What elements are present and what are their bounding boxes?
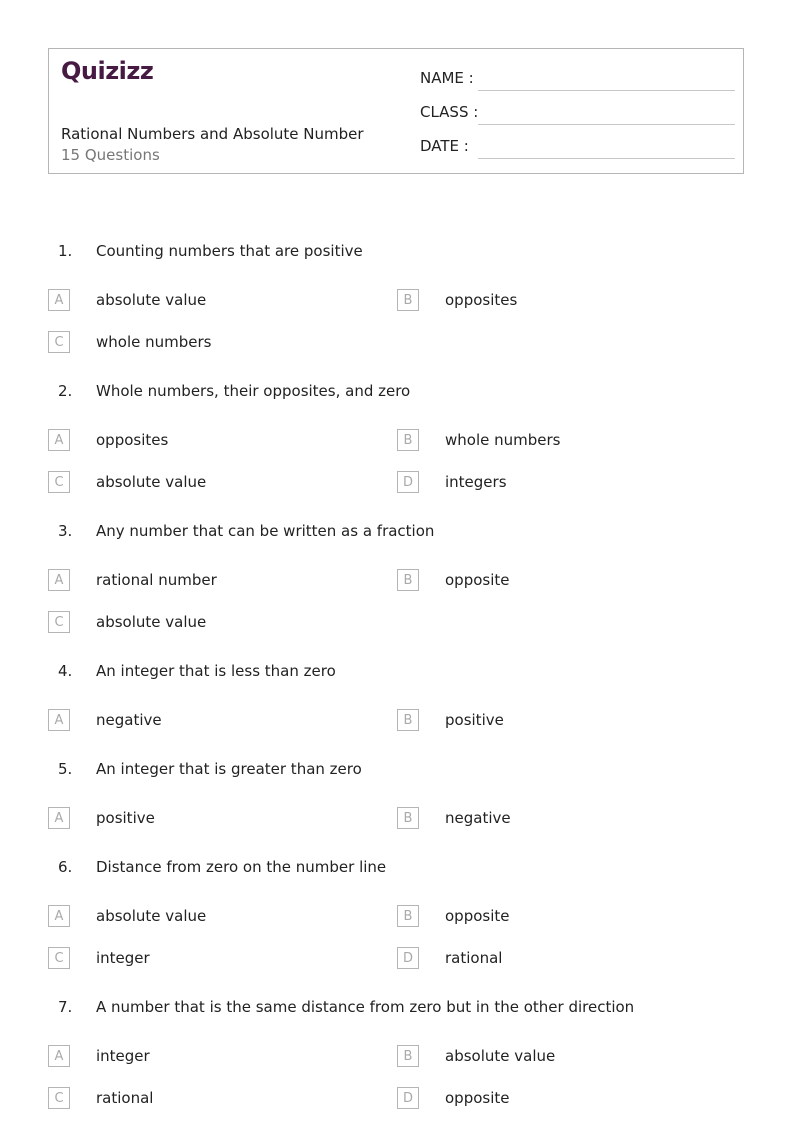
question-count: 15 Questions — [61, 146, 160, 164]
option-letter-box[interactable]: D — [397, 471, 419, 493]
option-letter-box[interactable]: C — [48, 471, 70, 493]
question-text: Any number that can be written as a fraction — [96, 522, 435, 540]
option-text: absolute value — [96, 907, 207, 925]
option-letter-box[interactable]: B — [397, 905, 419, 927]
option-letter-box[interactable]: C — [48, 1087, 70, 1109]
option-letter-box[interactable]: A — [48, 1045, 70, 1067]
option-letter-box[interactable]: A — [48, 905, 70, 927]
class-field[interactable] — [420, 101, 735, 125]
option-text: opposite — [445, 907, 510, 925]
question-text: Counting numbers that are positive — [96, 242, 363, 260]
option-letter-box[interactable]: B — [397, 289, 419, 311]
question-number: 3. — [58, 522, 73, 540]
question-text: An integer that is greater than zero — [96, 760, 362, 778]
option-text: positive — [445, 711, 504, 729]
question-number: 7. — [58, 998, 73, 1016]
date-label: DATE : — [420, 137, 469, 155]
option-letter-box[interactable]: C — [48, 611, 70, 633]
option-letter-box[interactable]: A — [48, 289, 70, 311]
option-letter-box[interactable]: B — [397, 807, 419, 829]
option-text: absolute value — [445, 1047, 556, 1065]
quizizz-logo: Quizizz — [61, 57, 154, 85]
name-label: NAME : — [420, 69, 474, 87]
class-line[interactable] — [478, 124, 735, 125]
worksheet-title: Rational Numbers and Absolute Number — [61, 125, 364, 143]
name-line[interactable] — [478, 90, 735, 91]
option-text: negative — [96, 711, 162, 729]
option-text: rational number — [96, 571, 217, 589]
option-letter-box[interactable]: B — [397, 569, 419, 591]
option-text: rational — [96, 1089, 154, 1107]
option-letter-box[interactable]: A — [48, 709, 70, 731]
option-text: negative — [445, 809, 511, 827]
option-letter-box[interactable]: C — [48, 947, 70, 969]
option-text: integer — [96, 1047, 150, 1065]
question-number: 6. — [58, 858, 73, 876]
option-text: integer — [96, 949, 150, 967]
question-number: 4. — [58, 662, 73, 680]
option-letter-box[interactable]: D — [397, 1087, 419, 1109]
question-text: An integer that is less than zero — [96, 662, 336, 680]
option-letter-box[interactable]: C — [48, 331, 70, 353]
option-letter-box[interactable]: D — [397, 947, 419, 969]
question-number: 5. — [58, 760, 73, 778]
name-field[interactable] — [420, 67, 735, 91]
worksheet-header — [48, 48, 744, 174]
option-text: integers — [445, 473, 507, 491]
question-number: 2. — [58, 382, 73, 400]
option-text: opposite — [445, 571, 510, 589]
question-number: 1. — [58, 242, 73, 260]
option-text: rational — [445, 949, 503, 967]
option-text: positive — [96, 809, 155, 827]
option-text: opposite — [445, 1089, 510, 1107]
question-text: Whole numbers, their opposites, and zero — [96, 382, 411, 400]
option-text: opposites — [445, 291, 518, 309]
date-field[interactable] — [420, 135, 735, 159]
option-text: absolute value — [96, 291, 207, 309]
option-text: opposites — [96, 431, 169, 449]
option-letter-box[interactable]: A — [48, 807, 70, 829]
class-label: CLASS : — [420, 103, 479, 121]
option-text: absolute value — [96, 613, 207, 631]
date-line[interactable] — [478, 158, 735, 159]
option-text: absolute value — [96, 473, 207, 491]
option-letter-box[interactable]: B — [397, 1045, 419, 1067]
option-letter-box[interactable]: A — [48, 569, 70, 591]
option-text: whole numbers — [445, 431, 561, 449]
option-letter-box[interactable]: B — [397, 429, 419, 451]
option-text: whole numbers — [96, 333, 212, 351]
question-text: Distance from zero on the number line — [96, 858, 387, 876]
option-letter-box[interactable]: A — [48, 429, 70, 451]
option-letter-box[interactable]: B — [397, 709, 419, 731]
question-text: A number that is the same distance from zero but in the other direction — [96, 998, 635, 1016]
